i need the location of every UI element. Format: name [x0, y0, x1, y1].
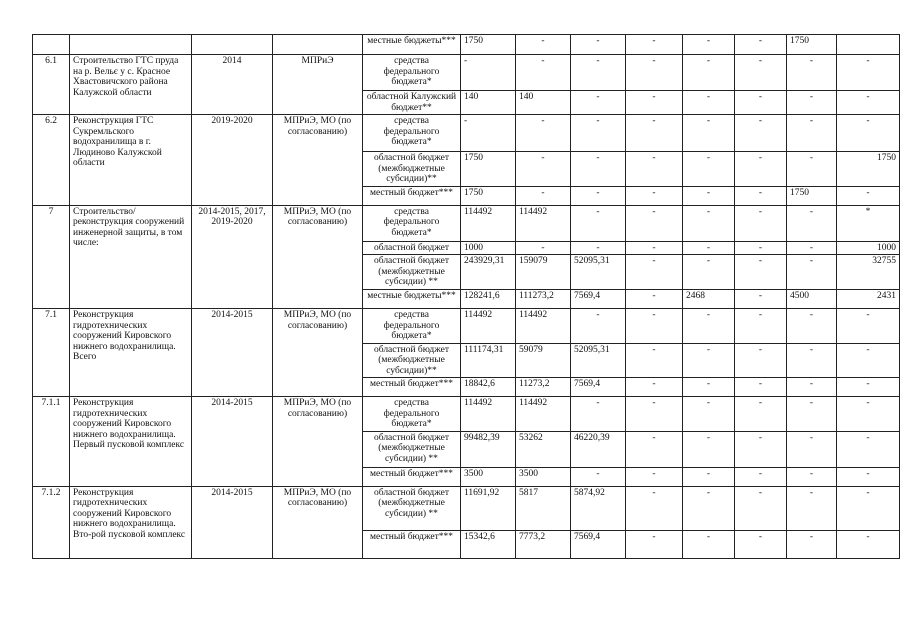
- funding-value: 1750: [461, 35, 516, 55]
- funding-source: средства федерального бюджета*: [363, 205, 461, 241]
- funding-value: -: [516, 35, 571, 55]
- funding-value: 140: [461, 91, 516, 115]
- funding-source: областной Калужский бюджет**: [363, 91, 461, 115]
- funding-value: 114492: [516, 397, 571, 432]
- funding-value: 114492: [516, 309, 571, 344]
- funding-value: -: [837, 309, 900, 344]
- funding-value: -: [787, 255, 837, 290]
- table-row: [33, 486, 900, 530]
- activity-name: Строительство ГТС пруда на р. Вельє у с. Красное Хвастовичского района Калужской области: [70, 55, 192, 115]
- funding-value: -: [626, 186, 683, 205]
- funding-value: -: [837, 115, 900, 152]
- funding-value: -: [571, 55, 626, 91]
- funding-value: -: [571, 115, 626, 152]
- funding-value: -: [626, 309, 683, 344]
- funding-value: -: [683, 486, 735, 530]
- funding-value: -: [735, 205, 787, 241]
- funding-value: -: [787, 530, 837, 558]
- funding-value: 2431: [837, 290, 900, 309]
- funding-value: -: [626, 343, 683, 378]
- funding-source: местные бюджеты***: [363, 35, 461, 55]
- implementation-years: 2014-2015: [192, 486, 273, 558]
- funding-value: -: [626, 152, 683, 187]
- funding-source: средства федерального бюджета*: [363, 397, 461, 432]
- funding-value: 11273,2: [516, 378, 571, 397]
- funding-value: -: [683, 343, 735, 378]
- executor: МПРиЭ, МО (по согласованию): [273, 115, 363, 206]
- funding-value: -: [787, 91, 837, 115]
- funding-value: -: [626, 55, 683, 91]
- funding-value: [837, 35, 900, 55]
- funding-value: -: [787, 486, 837, 530]
- funding-value: 1750: [787, 35, 837, 55]
- funding-value: -: [837, 343, 900, 378]
- funding-value: -: [626, 530, 683, 558]
- funding-value: -: [735, 378, 787, 397]
- funding-value: -: [516, 152, 571, 187]
- funding-value: -: [626, 467, 683, 486]
- funding-value: 52095,31: [571, 255, 626, 290]
- funding-value: -: [516, 55, 571, 91]
- funding-value: -: [837, 397, 900, 432]
- funding-value: -: [516, 186, 571, 205]
- funding-value: -: [735, 290, 787, 309]
- funding-value: -: [571, 467, 626, 486]
- funding-source: местный бюджет***: [363, 467, 461, 486]
- funding-value: -: [571, 186, 626, 205]
- funding-value: 243929,31: [461, 255, 516, 290]
- executor: МПРиЭ, МО (по согласованию): [273, 397, 363, 487]
- funding-value: -: [837, 431, 900, 467]
- funding-value: -: [735, 55, 787, 91]
- funding-value: -: [683, 55, 735, 91]
- activity-name: Реконструкция ГТС Сукремльского водохранилища в г. Людиново Калужской области: [70, 115, 192, 206]
- executor: МПРиЭ: [273, 55, 363, 115]
- funding-value: -: [735, 115, 787, 152]
- funding-source: областной бюджет (межбюджетные субсидии) **: [363, 431, 461, 467]
- funding-value: -: [626, 378, 683, 397]
- implementation-years: 2019-2020: [192, 115, 273, 206]
- funding-value: -: [683, 255, 735, 290]
- funding-value: -: [787, 397, 837, 432]
- funding-value: -: [683, 241, 735, 255]
- funding-value: 7569,4: [571, 530, 626, 558]
- funding-value: 114492: [461, 309, 516, 344]
- funding-value: 114492: [516, 205, 571, 241]
- funding-value: 15342,6: [461, 530, 516, 558]
- funding-value: -: [787, 378, 837, 397]
- funding-value: 3500: [516, 467, 571, 486]
- funding-value: 140: [516, 91, 571, 115]
- executor: МПРиЭ, МО (по согласованию): [273, 205, 363, 309]
- funding-value: 5874,92: [571, 486, 626, 530]
- executor: МПРиЭ, МО (по согласованию): [273, 486, 363, 558]
- funding-value: -: [683, 35, 735, 55]
- funding-source: средства федерального бюджета*: [363, 55, 461, 91]
- funding-value: 7773,2: [516, 530, 571, 558]
- funding-value: 52095,31: [571, 343, 626, 378]
- funding-value: -: [735, 255, 787, 290]
- funding-source: областной бюджет (межбюджетные субсидии)**: [363, 343, 461, 378]
- funding-value: -: [735, 152, 787, 187]
- funding-value: -: [683, 397, 735, 432]
- funding-value: -: [626, 241, 683, 255]
- funding-value: -: [683, 205, 735, 241]
- funding-value: -: [626, 486, 683, 530]
- implementation-years: 2014-2015, 2017, 2019-2020: [192, 205, 273, 309]
- funding-value: -: [735, 91, 787, 115]
- funding-value: -: [626, 205, 683, 241]
- funding-value: -: [787, 309, 837, 344]
- funding-value: -: [683, 378, 735, 397]
- funding-value: 3500: [461, 467, 516, 486]
- funding-value: 1750: [461, 152, 516, 187]
- funding-value: -: [735, 186, 787, 205]
- funding-value: 1000: [461, 241, 516, 255]
- funding-value: -: [787, 55, 837, 91]
- funding-source: областной бюджет (межбюджетные субсидии)**: [363, 152, 461, 187]
- funding-source: областной бюджет (межбюджетные субсидии) **: [363, 255, 461, 290]
- item-number: [33, 35, 70, 55]
- funding-value: -: [571, 205, 626, 241]
- funding-source: местные бюджеты***: [363, 290, 461, 309]
- funding-value: -: [626, 91, 683, 115]
- funding-value: 114492: [461, 205, 516, 241]
- funding-value: -: [683, 431, 735, 467]
- table-body: [33, 35, 900, 559]
- funding-value: *: [837, 205, 900, 241]
- table-row: [33, 397, 900, 432]
- table-row: [33, 115, 900, 152]
- funding-value: -: [516, 115, 571, 152]
- funding-value: -: [571, 91, 626, 115]
- funding-value: -: [735, 530, 787, 558]
- activity-name: [70, 35, 192, 55]
- funding-value: -: [787, 431, 837, 467]
- funding-value: -: [837, 186, 900, 205]
- funding-value: 7569,4: [571, 378, 626, 397]
- implementation-years: [192, 35, 273, 55]
- funding-value: -: [735, 241, 787, 255]
- funding-value: -: [735, 467, 787, 486]
- funding-value: 32755: [837, 255, 900, 290]
- funding-value: 111273,2: [516, 290, 571, 309]
- funding-source: областной бюджет (межбюджетные субсидии) **: [363, 486, 461, 530]
- funding-value: -: [683, 467, 735, 486]
- funding-value: -: [571, 35, 626, 55]
- funding-value: -: [683, 91, 735, 115]
- funding-value: 7569,4: [571, 290, 626, 309]
- funding-value: 5817: [516, 486, 571, 530]
- item-number: 7.1.1: [33, 397, 70, 487]
- funding-source: местный бюджет***: [363, 186, 461, 205]
- item-number: 7.1.2: [33, 486, 70, 558]
- funding-source: средства федерального бюджета*: [363, 115, 461, 152]
- funding-value: -: [571, 309, 626, 344]
- funding-value: -: [571, 397, 626, 432]
- table-row: [33, 205, 900, 241]
- funding-value: -: [683, 309, 735, 344]
- funding-value: -: [683, 115, 735, 152]
- funding-value: -: [735, 343, 787, 378]
- table-row: [33, 35, 900, 55]
- table-row: [33, 55, 900, 91]
- funding-value: 114492: [461, 397, 516, 432]
- funding-source: местный бюджет***: [363, 530, 461, 558]
- funding-source: областной бюджет: [363, 241, 461, 255]
- funding-value: -: [735, 35, 787, 55]
- activity-name: Строительство/ реконструкция сооружений инженерной защиты, в том числе:: [70, 205, 192, 309]
- implementation-years: 2014-2015: [192, 397, 273, 487]
- executor: [273, 35, 363, 55]
- funding-value: -: [787, 241, 837, 255]
- implementation-years: 2014: [192, 55, 273, 115]
- funding-value: -: [735, 486, 787, 530]
- funding-value: 59079: [516, 343, 571, 378]
- activity-name: Реконструкция гидротехнических сооружений Кировского нижнего водохранилища. Вто-рой пусковой комплекс: [70, 486, 192, 558]
- item-number: 7: [33, 205, 70, 309]
- funding-value: -: [837, 530, 900, 558]
- funding-value: -: [683, 530, 735, 558]
- funding-value: -: [683, 186, 735, 205]
- funding-value: -: [837, 486, 900, 530]
- funding-source: средства федерального бюджета*: [363, 309, 461, 344]
- funding-value: -: [837, 55, 900, 91]
- funding-value: 1750: [837, 152, 900, 187]
- funding-value: -: [787, 467, 837, 486]
- funding-value: -: [571, 241, 626, 255]
- item-number: 7.1: [33, 309, 70, 397]
- funding-value: 46220,39: [571, 431, 626, 467]
- funding-value: -: [626, 115, 683, 152]
- activity-name: Реконструкция гидротехнических сооружений Кировского нижнего водохранилища. Первый пусковой комплекс: [70, 397, 192, 487]
- funding-value: 2468: [683, 290, 735, 309]
- funding-value: -: [735, 397, 787, 432]
- funding-value: 111174,31: [461, 343, 516, 378]
- funding-value: -: [787, 205, 837, 241]
- funding-value: -: [837, 378, 900, 397]
- funding-value: -: [626, 290, 683, 309]
- funding-value: 4500: [787, 290, 837, 309]
- funding-value: -: [516, 241, 571, 255]
- funding-value: 128241,6: [461, 290, 516, 309]
- funding-value: -: [626, 255, 683, 290]
- funding-value: -: [461, 55, 516, 91]
- funding-value: -: [787, 152, 837, 187]
- funding-value: -: [461, 115, 516, 152]
- funding-value: 1750: [461, 186, 516, 205]
- item-number: 6.1: [33, 55, 70, 115]
- funding-value: -: [683, 152, 735, 187]
- funding-value: -: [735, 431, 787, 467]
- funding-value: 11691,92: [461, 486, 516, 530]
- activity-name: Реконструкция гидротехнических сооружений Кировского нижнего водохранилища. Всего: [70, 309, 192, 397]
- table-row: [33, 309, 900, 344]
- funding-value: 53262: [516, 431, 571, 467]
- funding-value: 99482,39: [461, 431, 516, 467]
- funding-value: -: [626, 397, 683, 432]
- funding-value: 1750: [787, 186, 837, 205]
- funding-value: 18842,6: [461, 378, 516, 397]
- funding-value: -: [787, 343, 837, 378]
- funding-value: 159079: [516, 255, 571, 290]
- funding-value: 1000: [837, 241, 900, 255]
- funding-value: -: [837, 467, 900, 486]
- funding-value: -: [626, 35, 683, 55]
- funding-source: местный бюджет***: [363, 378, 461, 397]
- implementation-years: 2014-2015: [192, 309, 273, 397]
- executor: МПРиЭ, МО (по согласованию): [273, 309, 363, 397]
- program-funding-table: [32, 34, 900, 559]
- funding-value: -: [571, 152, 626, 187]
- funding-value: -: [837, 91, 900, 115]
- item-number: 6.2: [33, 115, 70, 206]
- funding-value: -: [735, 309, 787, 344]
- funding-value: -: [787, 115, 837, 152]
- funding-value: -: [626, 431, 683, 467]
